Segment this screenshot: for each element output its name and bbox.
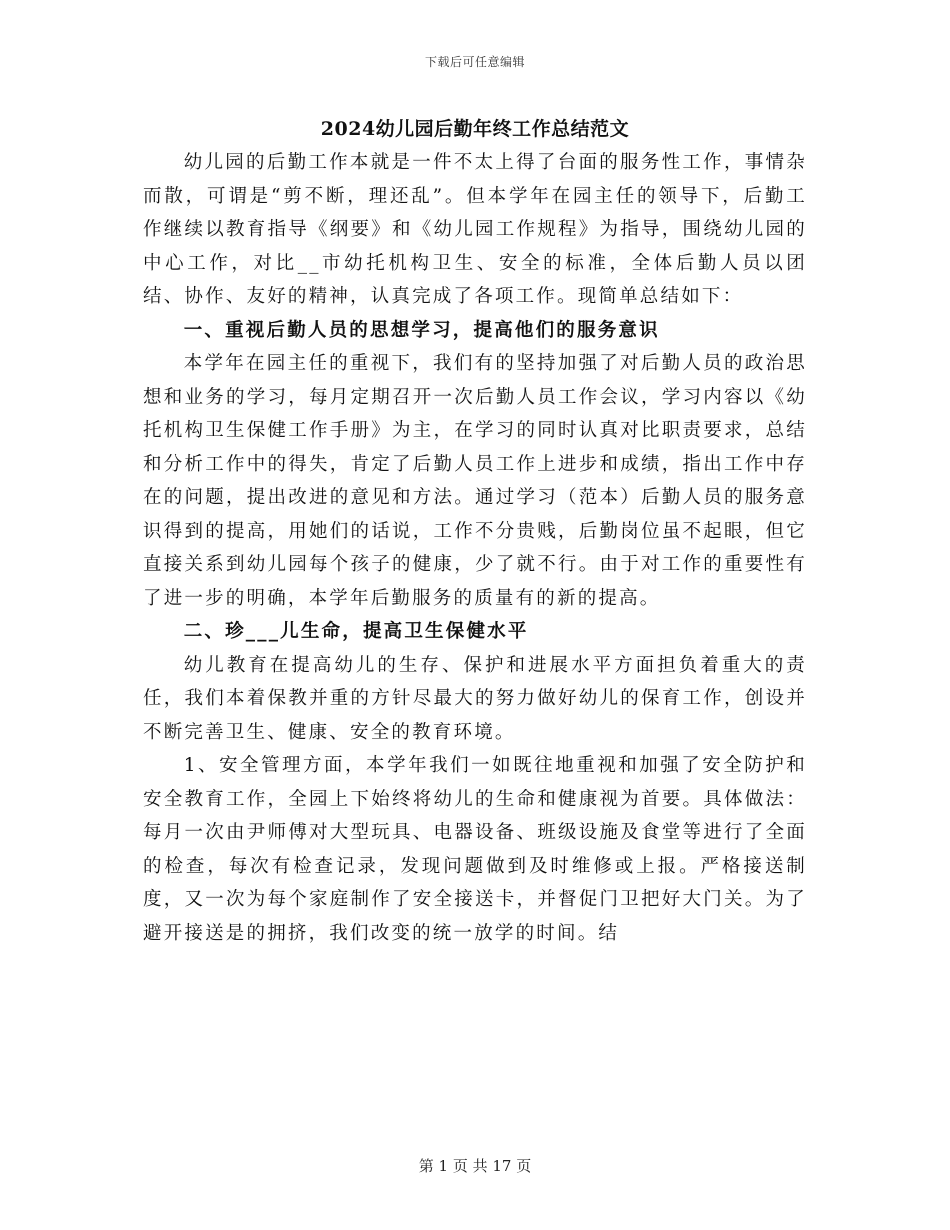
- document-title: 2024幼儿园后勤年终工作总结范文: [320, 118, 630, 140]
- page-footer: 第 1 页 共 17 页: [418, 1157, 532, 1175]
- section-1-heading: 一、重视后勤人员的思想学习，提高他们的服务意识: [183, 319, 660, 341]
- section-2-paragraph: 幼儿教育在提高幼儿的生存、保护和进展水平方面担负着重大的责任，我们本着保教并重的方针尽最大的努力做好幼儿的保育工作，创设并不断完善卫生、健康、安全的教育环境。: [143, 654, 807, 743]
- section-2-heading: 二、珍___儿生命，提高卫生保健水平: [183, 621, 529, 642]
- intro-paragraph: 幼儿园的后勤工作本就是一件不太上得了台面的服务性工作，事情杂而散，可谓是“剪不断，理还乱”。但本学年在园主任的领导下，后勤工作继续以教育指导《纲要》和《幼儿园工作规程》为指导，围绕幼儿园的中心工作，对比__市幼托机构卫生、安全的标准，全体后勤人员以团结、协作、友好的精神，认真完成了各项工作。现简单总结如下：: [143, 152, 807, 307]
- section-1-paragraph: 本学年在园主任的重视下，我们有的坚持加强了对后勤人员的政治思想和业务的学习，每月定期召开一次后勤人员工作会议，学习内容以《幼托机构卫生保健工作手册》为主，在学习的同时认真对比职责要求，总结和分析工作中的得失，肯定了后勤人员工作上进步和成绩，指出工作中存在的问题，提出改进的意见和方法。通过学习（范本）后勤人员的服务意识得到的提高，用她们的话说，工作不分贵贱，后勤岗位虽不起眼，但它直接关系到幼儿园每个孩子的健康，少了就不行。由于对工作的重要性有了进一步的明确，本学年后勤服务的质量有的新的提高。: [143, 353, 807, 609]
- document-body: [143, 146, 807, 950]
- header-note: 下载后可任意编辑: [424, 55, 525, 69]
- section-2-item-1-paragraph: 1、安全管理方面，本学年我们一如既往地重视和加强了安全防护和安全教育工作，全园上下始终将幼儿的生命和健康视为首要。具体做法：每月一次由尹师傅对大型玩具、电器设备、班级设施及食堂等进行了全面的检查，每次有检查记录，发现问题做到及时维修或上报。严格接送制度，又一次为每个家庭制作了安全接送卡，并督促门卫把好大门关。为了避开接送是的拥挤，我们改变的统一放学的时间。结: [143, 755, 807, 944]
